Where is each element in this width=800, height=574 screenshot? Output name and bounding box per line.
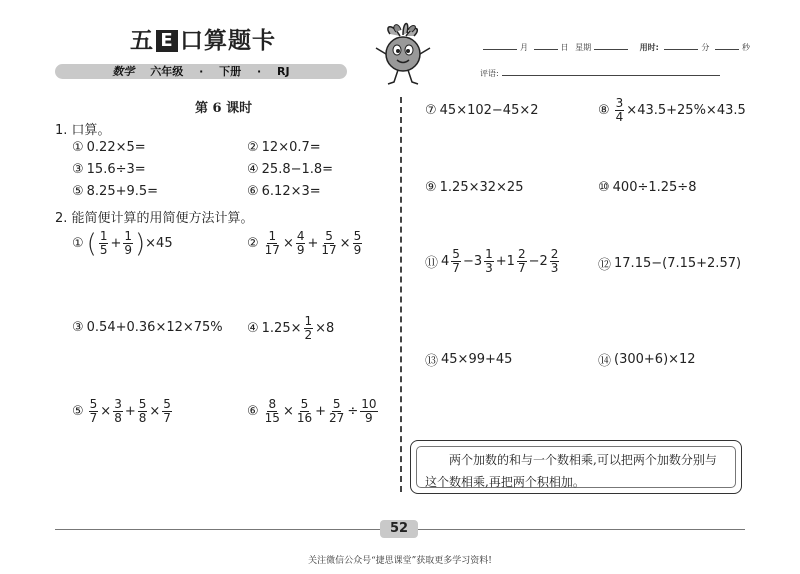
q2-7-expr: 45×102−45×2 xyxy=(439,103,539,118)
term: 下册 xyxy=(219,65,242,78)
denominator: 3 xyxy=(485,261,493,275)
second-label: 秒 xyxy=(741,43,750,52)
open-paren: ( xyxy=(86,228,97,259)
q2-3 xyxy=(72,320,223,335)
q2-4-number: ④ xyxy=(247,321,259,336)
mixed-number xyxy=(507,248,529,275)
q2-13-expr: 45×99+45 xyxy=(441,352,513,367)
q2-8-number: ⑧ xyxy=(598,103,610,118)
operator: + xyxy=(110,236,122,251)
fraction xyxy=(451,248,461,275)
q1-2-expr: 12×0.7= xyxy=(261,140,321,155)
week-label: 星期 xyxy=(575,43,592,52)
q2-14-number: ⑭ xyxy=(598,354,612,369)
fraction xyxy=(517,248,527,275)
brand-e-logo: E xyxy=(156,30,178,52)
q1-6 xyxy=(247,184,321,199)
operator: − xyxy=(462,254,474,269)
numerator: 5 xyxy=(325,229,333,243)
denominator: 2 xyxy=(304,328,313,342)
column-divider xyxy=(400,97,402,492)
numerator: 3 xyxy=(615,96,624,110)
denominator: 3 xyxy=(550,261,559,275)
q1-3-expr: 15.6÷3= xyxy=(86,162,146,177)
close-paren: ) xyxy=(135,228,146,259)
numerator: 1 xyxy=(268,229,277,243)
fraction xyxy=(615,97,625,124)
denominator: 4 xyxy=(615,110,624,124)
numerator: 8 xyxy=(268,397,277,411)
edition: RJ xyxy=(277,65,290,78)
q2-6-number: ⑥ xyxy=(247,404,259,419)
q2-4-pre: 1.25× xyxy=(261,321,302,336)
denominator: 27 xyxy=(329,411,345,425)
q2-11-number: ⑪ xyxy=(425,256,439,271)
denominator: 7 xyxy=(452,261,460,275)
q2-13-number: ⑬ xyxy=(425,354,439,369)
q2-3-expr: 0.54+0.36×12×75% xyxy=(86,320,223,335)
q2-7 xyxy=(425,103,539,118)
section2-title: 2. 能简便计算的用简便方法计算。 xyxy=(55,211,254,226)
denominator: 9 xyxy=(124,243,132,257)
denominator: 9 xyxy=(353,243,362,257)
q1-2 xyxy=(247,140,321,155)
numerator: 1 xyxy=(485,247,493,261)
fraction xyxy=(89,398,99,425)
denominator: 7 xyxy=(517,261,526,275)
numerator: 4 xyxy=(296,229,305,243)
q2-6 xyxy=(247,398,380,425)
q2-2 xyxy=(247,230,364,257)
operator: + xyxy=(495,254,507,269)
q2-7-number: ⑦ xyxy=(425,103,437,118)
q2-1-number: ① xyxy=(72,236,84,251)
fraction xyxy=(360,398,377,425)
operator: + xyxy=(307,236,319,251)
q1-1 xyxy=(72,140,146,155)
evaluation-blank[interactable] xyxy=(502,75,720,76)
numerator: 5 xyxy=(163,397,171,411)
operator: + xyxy=(315,404,327,419)
q1-2-number: ② xyxy=(247,140,259,155)
numerator: 5 xyxy=(300,397,309,411)
radish-mascot-icon xyxy=(370,18,436,88)
day-blank[interactable] xyxy=(534,49,558,50)
q2-14-expr: (300+6)×12 xyxy=(614,352,696,367)
brand-suffix: 口算题卡 xyxy=(180,28,276,54)
operator: × xyxy=(100,404,112,419)
denominator: 8 xyxy=(114,411,122,425)
q1-5-number: ⑤ xyxy=(72,184,84,199)
operator: ÷ xyxy=(347,404,359,419)
numerator: 5 xyxy=(138,397,147,411)
q2-4 xyxy=(247,315,334,342)
fraction xyxy=(304,315,314,342)
denominator: 17 xyxy=(264,243,280,257)
tip-box xyxy=(410,440,742,494)
denominator: 7 xyxy=(163,411,171,425)
q2-5-number: ⑤ xyxy=(72,404,84,419)
whole: 2 xyxy=(539,254,548,269)
date-line xyxy=(480,42,750,53)
numerator: 5 xyxy=(332,397,341,411)
page-number: 52 xyxy=(380,520,418,538)
whole: 1 xyxy=(506,254,515,269)
fraction xyxy=(353,230,363,257)
grade: 六年级 xyxy=(150,65,184,78)
q2-9 xyxy=(425,180,523,195)
operator: × xyxy=(282,236,294,251)
q2-4-tail: ×8 xyxy=(315,321,335,336)
q1-4 xyxy=(247,162,333,177)
q2-8 xyxy=(598,97,746,124)
q1-1-number: ① xyxy=(72,140,84,155)
mixed-number xyxy=(540,248,562,275)
q1-5 xyxy=(72,184,158,199)
q2-5 xyxy=(72,398,174,425)
numerator: 1 xyxy=(124,229,132,243)
q2-2-number: ② xyxy=(247,236,259,251)
q2-1-tail: ×45 xyxy=(145,236,173,251)
fraction xyxy=(328,398,345,425)
fraction xyxy=(550,248,560,275)
q1-4-expr: 25.8−1.8= xyxy=(261,162,334,177)
operator: + xyxy=(124,404,136,419)
denominator: 9 xyxy=(365,411,373,425)
operator: − xyxy=(528,254,540,269)
q2-10-number: ⑩ xyxy=(598,180,610,195)
q2-14 xyxy=(598,350,696,369)
q2-9-number: ⑨ xyxy=(425,180,437,195)
fraction xyxy=(320,230,337,257)
q2-1 xyxy=(72,230,173,257)
fraction xyxy=(113,398,123,425)
fraction xyxy=(484,248,494,275)
brand-prefix: 五 xyxy=(130,28,154,54)
numerator: 3 xyxy=(114,397,122,411)
dot-2: · xyxy=(256,65,262,78)
fraction xyxy=(162,398,172,425)
evaluation-line xyxy=(480,68,720,79)
footer-note: 关注微信公众号“捷思课堂”获取更多学习资料! xyxy=(308,556,492,566)
numerator: 5 xyxy=(89,397,98,411)
numerator: 5 xyxy=(452,247,460,261)
fraction xyxy=(99,230,109,257)
second-blank[interactable] xyxy=(715,49,739,50)
q2-11 xyxy=(425,248,561,275)
numerator: 2 xyxy=(550,247,559,261)
q1-1-expr: 0.22×5= xyxy=(86,140,146,155)
dot-1: · xyxy=(199,65,204,78)
denominator: 8 xyxy=(138,411,147,425)
fraction xyxy=(296,398,313,425)
tip-text: 两个加数的和与一个数相乘,可以把两个加数分别与这个数相乘,再把两个积相加。 xyxy=(416,446,736,488)
fraction xyxy=(123,230,133,257)
section1-title: 1. 口算。 xyxy=(55,123,111,138)
numerator: 2 xyxy=(517,247,526,261)
minute-label: 分 xyxy=(701,43,710,52)
q1-3 xyxy=(72,162,146,177)
q2-3-number: ③ xyxy=(72,320,84,335)
q1-3-number: ③ xyxy=(72,162,84,177)
whole: 4 xyxy=(441,254,450,269)
fraction xyxy=(296,230,306,257)
denominator: 7 xyxy=(89,411,98,425)
day-label: 日 xyxy=(560,43,569,52)
whole: 3 xyxy=(473,254,483,269)
q1-6-number: ⑥ xyxy=(247,184,259,199)
q2-12-number: ⑫ xyxy=(598,258,612,273)
denominator: 16 xyxy=(296,411,313,425)
denominator: 5 xyxy=(99,243,108,257)
denominator: 9 xyxy=(296,243,305,257)
q1-4-number: ④ xyxy=(247,162,259,177)
subject: 数学 xyxy=(112,65,135,78)
operator: × xyxy=(149,404,161,419)
denominator: 15 xyxy=(264,411,280,425)
time-used-label: 用时: xyxy=(639,43,659,52)
month-blank[interactable] xyxy=(483,49,517,50)
evaluation-label: 评语: xyxy=(480,69,499,78)
q1-5-expr: 8.25+9.5= xyxy=(86,184,159,199)
mixed-number xyxy=(441,248,463,275)
fraction xyxy=(138,398,148,425)
q2-12-expr: 17.15−(7.15+2.57) xyxy=(614,256,742,271)
q2-10 xyxy=(598,180,696,195)
month-label: 月 xyxy=(520,43,528,52)
q2-12 xyxy=(598,254,741,273)
brand-title xyxy=(130,22,276,55)
numerator: 5 xyxy=(353,229,362,243)
week-blank[interactable] xyxy=(594,49,628,50)
fraction xyxy=(264,230,281,257)
q1-6-expr: 6.12×3= xyxy=(261,184,321,199)
operator: × xyxy=(339,236,351,251)
q2-13 xyxy=(425,350,512,369)
lesson-title: 第 6 课时 xyxy=(195,101,253,116)
minute-blank[interactable] xyxy=(664,49,698,50)
denominator: 17 xyxy=(321,243,337,257)
q2-10-expr: 400÷1.25÷8 xyxy=(612,180,697,195)
numerator: 1 xyxy=(304,314,313,328)
fraction xyxy=(264,398,281,425)
operator: × xyxy=(282,404,294,419)
numerator: 1 xyxy=(99,229,108,243)
q2-9-expr: 1.25×32×25 xyxy=(439,180,524,195)
q2-8-tail: ×43.5+25%×43.5 xyxy=(626,103,746,118)
numerator: 10 xyxy=(361,397,377,411)
mixed-number xyxy=(474,248,496,275)
subject-bar xyxy=(55,64,347,79)
